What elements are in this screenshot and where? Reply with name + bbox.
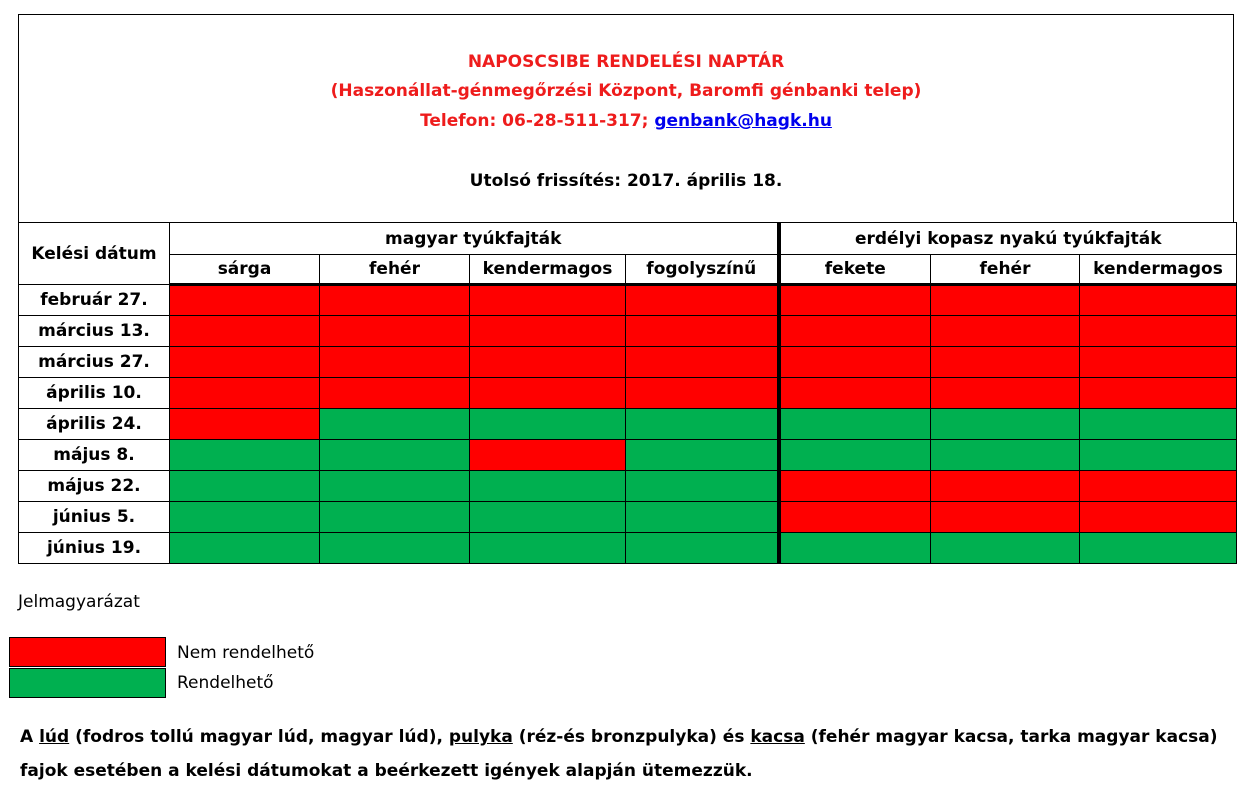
table-row bbox=[19, 440, 1237, 471]
status-cell-available bbox=[931, 440, 1080, 471]
status-cell-unavailable bbox=[320, 347, 470, 378]
column-header-feher: fehér bbox=[320, 255, 470, 285]
status-cell-available bbox=[626, 502, 779, 533]
status-cell-available bbox=[470, 409, 626, 440]
legend-swatch-available bbox=[9, 668, 166, 698]
table-row bbox=[19, 533, 1237, 564]
status-cell-unavailable bbox=[626, 378, 779, 409]
status-cell-available bbox=[320, 502, 470, 533]
status-cell-available bbox=[320, 533, 470, 564]
status-cell-unavailable bbox=[1080, 316, 1237, 347]
status-cell-unavailable bbox=[470, 440, 626, 471]
status-cell-unavailable bbox=[779, 471, 931, 502]
status-cell-available bbox=[1080, 440, 1237, 471]
table-row bbox=[19, 502, 1237, 533]
legend-swatch-unavailable bbox=[9, 637, 166, 667]
turkey-term: pulyka bbox=[448, 727, 513, 747]
contact-line bbox=[19, 110, 1233, 132]
status-cell-unavailable bbox=[320, 378, 470, 409]
status-cell-unavailable bbox=[931, 471, 1080, 502]
column-header-sarga: sárga bbox=[170, 255, 320, 285]
column-header-kendermagos-erdelyi: kendermagos bbox=[1080, 255, 1237, 285]
status-cell-available bbox=[1080, 533, 1237, 564]
row-date: március 27. bbox=[19, 347, 170, 378]
row-date: március 13. bbox=[19, 316, 170, 347]
status-cell-unavailable bbox=[626, 316, 779, 347]
last-updated: Utolsó frissítés: 2017. április 18. bbox=[469, 171, 783, 191]
status-cell-unavailable bbox=[170, 347, 320, 378]
status-cell-available bbox=[779, 409, 931, 440]
status-cell-unavailable bbox=[1080, 471, 1237, 502]
header-box bbox=[18, 14, 1234, 222]
species-note: A lúd (fodros tollú magyar lúd, magyar lúd), pulyka (réz-és bronzpulyka) és kacsa (fehér magyar kacsa, tarka magyar kacsa) fajok esetében a kelési dátumokat a beérkezett igények alapján ütemezzük. bbox=[20, 727, 1218, 781]
status-cell-available bbox=[320, 471, 470, 502]
status-cell-unavailable bbox=[170, 409, 320, 440]
row-date: április 24. bbox=[19, 409, 170, 440]
status-cell-available bbox=[626, 471, 779, 502]
duck-term: kacsa bbox=[750, 727, 805, 747]
status-cell-available bbox=[470, 502, 626, 533]
status-cell-unavailable bbox=[1080, 285, 1237, 316]
status-cell-unavailable bbox=[470, 316, 626, 347]
order-calendar-table bbox=[18, 222, 1237, 564]
status-cell-available bbox=[170, 440, 320, 471]
row-date: május 8. bbox=[19, 440, 170, 471]
calendar-body bbox=[19, 285, 1237, 564]
status-cell-unavailable bbox=[779, 285, 931, 316]
row-date: április 10. bbox=[19, 378, 170, 409]
row-date: június 5. bbox=[19, 502, 170, 533]
status-cell-unavailable bbox=[931, 285, 1080, 316]
column-header-feher-erdelyi: fehér bbox=[931, 255, 1080, 285]
row-date: június 19. bbox=[19, 533, 170, 564]
group-header-magyar: magyar tyúkfajták bbox=[170, 223, 779, 255]
status-cell-unavailable bbox=[779, 347, 931, 378]
status-cell-unavailable bbox=[170, 316, 320, 347]
status-cell-unavailable bbox=[1080, 502, 1237, 533]
status-cell-available bbox=[320, 409, 470, 440]
status-cell-unavailable bbox=[626, 347, 779, 378]
status-cell-available bbox=[626, 409, 779, 440]
column-header-kendermagos: kendermagos bbox=[470, 255, 626, 285]
goose-term: lúd bbox=[39, 727, 70, 747]
status-cell-available bbox=[320, 440, 470, 471]
status-cell-unavailable bbox=[470, 378, 626, 409]
status-cell-unavailable bbox=[470, 285, 626, 316]
status-cell-available bbox=[170, 533, 320, 564]
table-row bbox=[19, 316, 1237, 347]
column-header-fekete: fekete bbox=[779, 255, 931, 285]
status-cell-available bbox=[470, 533, 626, 564]
status-cell-unavailable bbox=[1080, 347, 1237, 378]
status-cell-available bbox=[626, 440, 779, 471]
status-cell-unavailable bbox=[779, 502, 931, 533]
column-header-fogolyszinu: fogolyszínű bbox=[626, 255, 779, 285]
status-cell-unavailable bbox=[1080, 378, 1237, 409]
group-header-erdelyi: erdélyi kopasz nyakú tyúkfajták bbox=[779, 223, 1237, 255]
legend-label-unavailable: Nem rendelhető bbox=[177, 643, 315, 663]
status-cell-available bbox=[1080, 409, 1237, 440]
table-row bbox=[19, 471, 1237, 502]
status-cell-unavailable bbox=[170, 285, 320, 316]
page-subtitle: (Haszonállat-génmegőrzési Központ, Baromfi génbanki telep) bbox=[330, 81, 922, 101]
table-row bbox=[19, 409, 1237, 440]
status-cell-unavailable bbox=[170, 378, 320, 409]
status-cell-available bbox=[470, 471, 626, 502]
table-row bbox=[19, 347, 1237, 378]
status-cell-unavailable bbox=[320, 285, 470, 316]
status-cell-unavailable bbox=[779, 378, 931, 409]
status-cell-available bbox=[170, 471, 320, 502]
status-cell-unavailable bbox=[931, 502, 1080, 533]
table-row bbox=[19, 378, 1237, 409]
status-cell-unavailable bbox=[626, 285, 779, 316]
status-cell-unavailable bbox=[931, 316, 1080, 347]
status-cell-unavailable bbox=[931, 378, 1080, 409]
date-column-header: Kelési dátum bbox=[19, 223, 170, 285]
table-row bbox=[19, 285, 1237, 316]
status-cell-available bbox=[170, 502, 320, 533]
status-cell-unavailable bbox=[779, 316, 931, 347]
row-date: február 27. bbox=[19, 285, 170, 316]
legend-title: Jelmagyarázat bbox=[18, 592, 140, 612]
page-title: NAPOSCSIBE RENDELÉSI NAPTÁR bbox=[467, 52, 785, 72]
email-link[interactable]: genbank@hagk.hu bbox=[654, 111, 832, 131]
status-cell-available bbox=[931, 533, 1080, 564]
status-cell-unavailable bbox=[470, 347, 626, 378]
phone-text: Telefon: 06-28-511-317; bbox=[420, 111, 649, 131]
status-cell-available bbox=[931, 409, 1080, 440]
status-cell-unavailable bbox=[931, 347, 1080, 378]
status-cell-available bbox=[779, 533, 931, 564]
status-cell-available bbox=[779, 440, 931, 471]
row-date: május 22. bbox=[19, 471, 170, 502]
status-cell-available bbox=[626, 533, 779, 564]
status-cell-unavailable bbox=[320, 316, 470, 347]
legend-label-available: Rendelhető bbox=[177, 673, 274, 693]
